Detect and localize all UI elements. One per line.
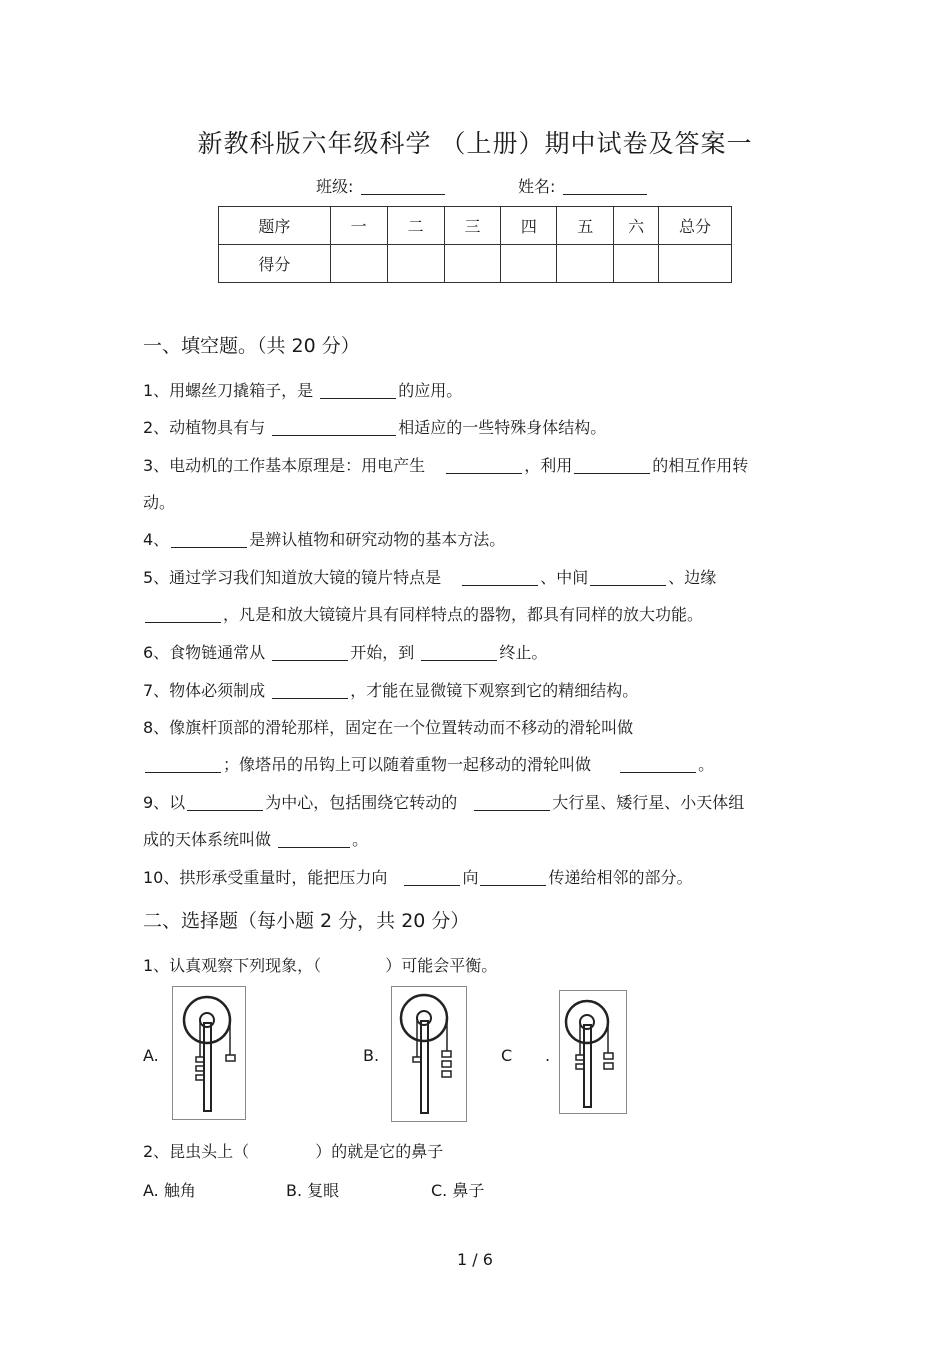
- answer-blank[interactable]: [272, 434, 396, 436]
- header-cell: 一: [330, 207, 387, 245]
- section-2-heading: 二、选择题（每小题 2 分，共 20 分）: [143, 910, 470, 932]
- q-text: 4、: [143, 530, 170, 549]
- header-cell: 三: [444, 207, 501, 245]
- score-cell[interactable]: [659, 245, 732, 283]
- question-1-7: [143, 678, 638, 701]
- question-1-9-cont: [143, 827, 368, 850]
- answer-blank[interactable]: [272, 697, 348, 699]
- score-table: [218, 206, 732, 283]
- answer-blank[interactable]: [421, 659, 497, 661]
- option-b-fuyan[interactable]: B. 复眼: [286, 1181, 340, 1200]
- q-text: ，才能在显微镜下观察到它的精细结构。: [350, 681, 639, 700]
- question-1-4: [143, 527, 505, 550]
- answer-blank[interactable]: [446, 472, 522, 474]
- answer-blank[interactable]: [574, 472, 650, 474]
- name-label: 姓名:: [518, 177, 556, 196]
- class-field: [316, 174, 447, 197]
- answer-blank[interactable]: [462, 584, 538, 586]
- q-text: 。: [698, 755, 715, 774]
- question-1-1: [143, 378, 462, 401]
- pulley-a-image[interactable]: [172, 986, 246, 1120]
- q-text: ；像塔吊的吊钩上可以随着重物一起移动的滑轮叫做: [223, 755, 592, 774]
- question-1-5: [143, 565, 716, 588]
- header-cell: 总分: [659, 207, 732, 245]
- option-b-label: B.: [363, 1046, 380, 1065]
- option-c-label: C: [501, 1046, 513, 1065]
- answer-blank[interactable]: [171, 546, 247, 548]
- question-1-8-cont: [143, 752, 714, 775]
- q-text: 2、昆虫头上（: [143, 1142, 250, 1161]
- q-text: 1、认真观察下列现象，（: [143, 956, 322, 975]
- question-1-10: [143, 865, 693, 888]
- q-text: 、中间: [540, 568, 589, 587]
- row-label-cell: 得分: [219, 245, 331, 283]
- answer-blank[interactable]: [404, 884, 460, 886]
- score-table-header-row: [219, 207, 732, 245]
- class-label: 班级:: [316, 177, 354, 196]
- q-text: 相适应的一些特殊身体结构。: [398, 418, 607, 437]
- q-text: ，凡是和放大镜镜片具有同样特点的器物，都具有同样的放大功能。: [223, 605, 704, 624]
- score-cell[interactable]: [557, 245, 614, 283]
- answer-blank[interactable]: [145, 621, 221, 623]
- question-2-1: [143, 953, 497, 976]
- pulley-b-image[interactable]: [391, 986, 467, 1122]
- name-blank: [563, 193, 647, 195]
- question-1-9: [143, 790, 744, 813]
- question-1-8: 8、像旗杆顶部的滑轮那样，固定在一个位置转动而不移动的滑轮叫做: [143, 718, 634, 737]
- answer-blank[interactable]: [320, 397, 396, 399]
- q-text: 传递给相邻的部分。: [548, 868, 693, 887]
- section-1-heading: 一、填空题。（共 20 分）: [143, 335, 360, 357]
- header-cell: 二: [387, 207, 444, 245]
- answer-blank[interactable]: [620, 771, 696, 773]
- answer-blank[interactable]: [474, 809, 550, 811]
- question-1-3-cont: 动。: [143, 493, 176, 512]
- answer-blank[interactable]: [145, 771, 221, 773]
- q-text: 是辨认植物和研究动物的基本方法。: [249, 530, 506, 549]
- q-text: 6、食物链通常从: [143, 643, 266, 662]
- option-c-bizi[interactable]: C. 鼻子: [431, 1181, 485, 1200]
- answer-blank[interactable]: [272, 659, 348, 661]
- score-cell[interactable]: [501, 245, 557, 283]
- question-1-2: [143, 415, 606, 438]
- q-text: 、边缘: [668, 568, 717, 587]
- answer-blank[interactable]: [480, 884, 546, 886]
- question-1-3: [143, 453, 748, 476]
- q-text: 5、通过学习我们知道放大镜的镜片特点是: [143, 568, 442, 587]
- q-text: 。: [352, 830, 369, 849]
- q-text: 的相互作用转: [652, 456, 749, 475]
- q-text: 1、用螺丝刀撬箱子，是: [143, 381, 314, 400]
- q-text: 的应用。: [398, 381, 463, 400]
- header-cell: 五: [557, 207, 614, 245]
- q-text: 成的天体系统叫做: [143, 830, 272, 849]
- question-1-6: [143, 640, 547, 663]
- q-text: 终止。: [499, 643, 548, 662]
- score-cell[interactable]: [330, 245, 387, 283]
- score-cell[interactable]: [614, 245, 659, 283]
- q-text: 3、电动机的工作基本原理是：用电产生: [143, 456, 426, 475]
- q-text: 为中心，包括围绕它转动的: [265, 793, 458, 812]
- answer-blank[interactable]: [278, 846, 350, 848]
- page-number: 1 / 6: [457, 1250, 493, 1269]
- option-a-chujiao[interactable]: A. 触角: [143, 1181, 196, 1200]
- q-text: 7、物体必须制成: [143, 681, 266, 700]
- name-field: [518, 174, 649, 197]
- answer-blank[interactable]: [590, 584, 666, 586]
- answer-blank[interactable]: [187, 809, 263, 811]
- q-text: 2、动植物具有与: [143, 418, 266, 437]
- score-table-score-row: [219, 245, 732, 283]
- q-text: 开始，到: [350, 643, 415, 662]
- question-2-2: [143, 1139, 443, 1162]
- q-text: 向: [462, 868, 479, 887]
- q-text: 10、拱形承受重量时，能把压力向: [143, 868, 388, 887]
- score-cell[interactable]: [387, 245, 444, 283]
- option-a-label: A.: [143, 1046, 159, 1065]
- header-cell: 六: [614, 207, 659, 245]
- question-1-5-cont: [143, 602, 703, 625]
- header-cell: 题序: [219, 207, 331, 245]
- pulley-c-image[interactable]: [559, 990, 627, 1114]
- q-text: ）可能会平衡。: [385, 956, 498, 975]
- q-text: ，利用: [524, 456, 573, 475]
- score-cell[interactable]: [444, 245, 501, 283]
- q-text: ）的就是它的鼻子: [315, 1142, 444, 1161]
- page-title: 新教科版六年级科学 （上册）期中试卷及答案一: [197, 129, 753, 158]
- q-text: 9、以: [143, 793, 186, 812]
- q-text: 大行星、矮行星、小天体组: [552, 793, 745, 812]
- header-cell: 四: [501, 207, 557, 245]
- option-c-dot: .: [545, 1046, 551, 1065]
- class-blank: [361, 193, 445, 195]
